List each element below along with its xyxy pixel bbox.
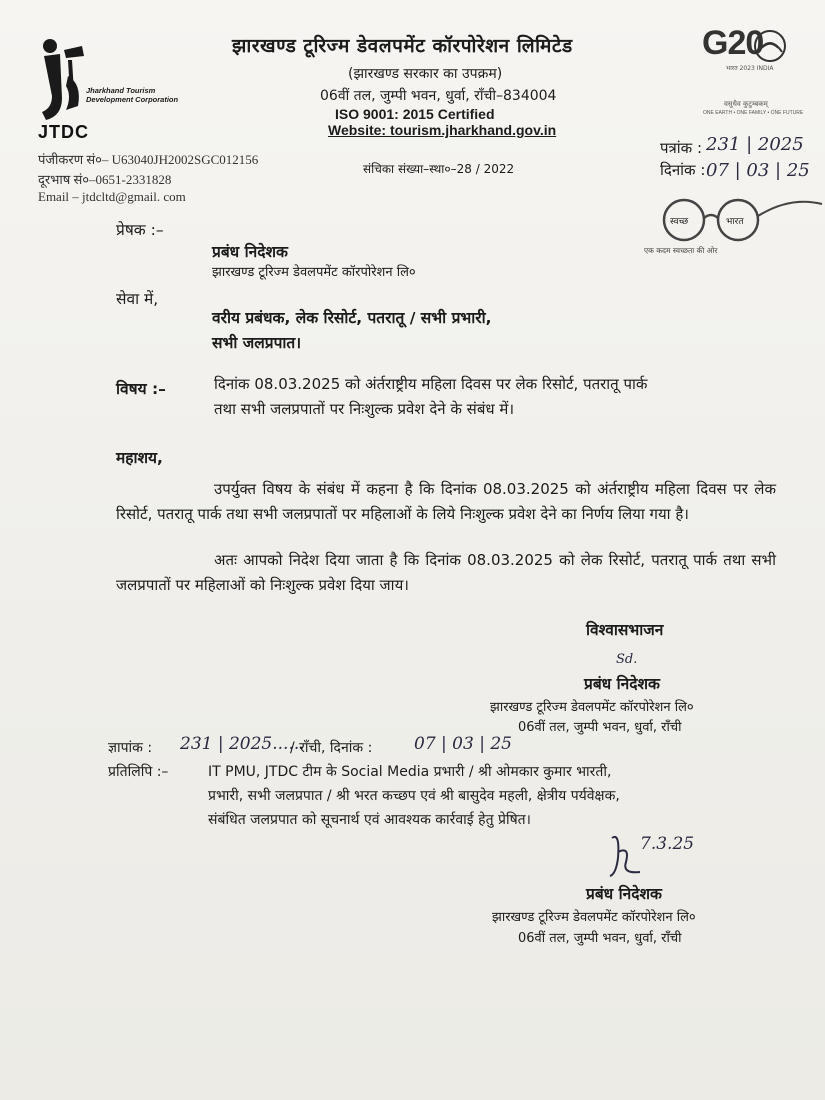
patrank-value: 231 | 2025 xyxy=(706,134,804,155)
body-paragraph-1: उपर्युक्त विषय के संबंध में कहना है कि दिनांक 08.03.2025 को अंर्तराष्ट्रीय महिला दिवस पर लेक रिसोर्ट, पतरातू पार्क तथा सभी जलप्रपातों पर महिलाओं के लिये निःशुल्क प्रवेश देने का निर्णय लिया गया है। xyxy=(116,480,776,523)
swachh-right: भारत xyxy=(726,217,744,227)
body-paragraph-2: अतः आपको निदेश दिया जाता है कि दिनांक 08.03.2025 को लेक रिसोर्ट, पतरातू पार्क तथा सभी जलप्रपातों पर महिलाओं को निःशुल्क प्रवेश दिया जाय। xyxy=(116,551,776,594)
from-org: झारखण्ड टूरिज्म डेवलपमेंट कॉरपोरेशन लि० xyxy=(212,265,416,280)
swachh-left: स्वच्छ xyxy=(670,217,689,227)
copy-line3: संबंधित जलप्रपात को सूचनार्थ एवं आवश्यक कार्रवाई हेतु प्रेषित। xyxy=(208,812,531,828)
swachh-bharat-logo xyxy=(644,196,825,266)
subject-line1: दिनांक 08.03.2025 को अंर्तराष्ट्रीय महिला दिवस पर लेक रिसोर्ट, पतरातू पार्क xyxy=(214,375,648,393)
memo-sign-title: प्रबंध निदेशक xyxy=(586,885,662,903)
to-line2: सभी जलप्रपात। xyxy=(212,334,302,352)
subject-label: विषय :– xyxy=(116,380,166,398)
phone-no: दूरभाष सं०–0651-2331828 xyxy=(38,172,172,187)
logo-text: JTDC xyxy=(38,122,90,142)
sign-org: झारखण्ड टूरिज्म डेवलपमेंट कॉरपोरेशन लि० xyxy=(490,700,694,715)
memo-label: ज्ञापांक : xyxy=(108,740,153,756)
org-website: Website: tourism.jharkhand.gov.in xyxy=(328,122,557,138)
jtdc-logo-icon xyxy=(38,36,188,126)
subject-line2: तथा सभी जलप्रपातों पर निःशुल्क प्रवेश देने के संबंध में। xyxy=(214,400,515,418)
patrank-label: पत्रांक : xyxy=(660,139,703,157)
sd-mark: Sd. xyxy=(616,652,638,667)
sign-address: 06वीं तल, जुम्पी भवन, धुर्वा, राँची xyxy=(518,720,682,735)
registration-no: पंजीकरण सं०– U63040JH2002SGC012156 xyxy=(38,152,259,167)
memo-sign-org: झारखण्ड टूरिज्म डेवलपमेंट कॉरपोरेशन लि० xyxy=(492,910,696,925)
signature-date: 7.3.25 xyxy=(640,834,695,854)
swachh-caption: एक कदम स्वच्छता की ओर xyxy=(644,246,718,255)
memo-place: / राँची, दिनांक : xyxy=(290,740,373,756)
g20-vasudhaiva: वसुधैव कुटुम्बकम् xyxy=(724,100,768,108)
org-name: झारखण्ड टूरिज्म डेवलपमेंट कॉरपोरेशन लिमिटेड xyxy=(232,35,573,57)
g20-motto: ONE EARTH • ONE FAMILY • ONE FUTURE xyxy=(703,110,804,116)
copy-line2: प्रभारी, सभी जलप्रपात / श्री भरत कच्छप एवं श्री बासुदेव महली, क्षेत्रीय पर्यवेक्षक, xyxy=(208,788,620,804)
file-number: संचिका संख्या–स्था०–28 / 2022 xyxy=(363,162,515,176)
logo-subtext: Jharkhand Tourism Development Corporation xyxy=(86,86,179,104)
copy-line1: IT PMU, JTDC टीम के Social Media प्रभारी / श्री ओमकार कुमार भारती, xyxy=(208,764,612,780)
memo-date: 07 | 03 | 25 xyxy=(414,734,512,754)
to-line1: वरीय प्रबंधक, लेक रिसोर्ट, पतरातू / सभी प्रभारी, xyxy=(212,309,492,327)
g20-india: भारत 2023 INDIA xyxy=(726,65,774,72)
memo-number: 231 | 2025...... xyxy=(180,734,305,754)
org-subtitle: (झारखण्ड सरकार का उपक्रम) xyxy=(348,66,503,82)
org-address: 06वीं तल, जुम्पी भवन, धुर्वा, राँची–834004 xyxy=(320,88,557,104)
salutation: महाशय, xyxy=(116,449,163,467)
dinank-label: दिनांक : xyxy=(660,161,706,179)
to-label: सेवा में, xyxy=(116,290,159,308)
from-label: प्रेषक :– xyxy=(116,221,164,239)
g20-logo: G20 xyxy=(702,24,764,62)
sign-title: प्रबंध निदेशक xyxy=(584,675,660,693)
from-title: प्रबंध निदेशक xyxy=(212,243,288,261)
org-iso: ISO 9001: 2015 Certified xyxy=(335,106,495,122)
memo-sign-address: 06वीं तल, जुम्पी भवन, धुर्वा, राँची xyxy=(518,931,682,946)
email: Email – jtdcltd@gmail. com xyxy=(38,189,186,204)
g20-lotus-icon xyxy=(752,28,788,64)
copy-label: प्रतिलिपि :– xyxy=(108,764,169,780)
closing: विश्वासभाजन xyxy=(586,621,664,639)
dinank-value: 07 | 03 | 25 xyxy=(706,160,810,181)
